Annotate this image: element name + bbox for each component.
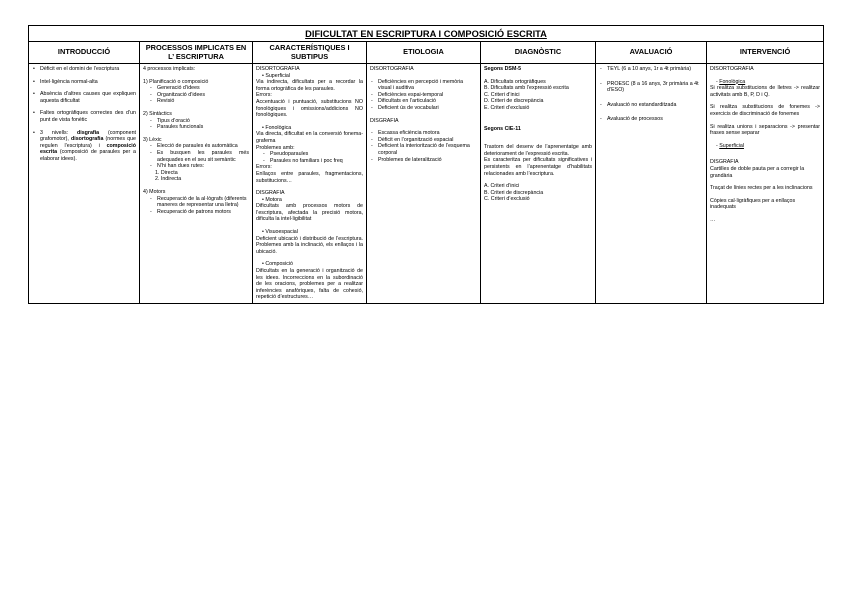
list-item: • Intel·ligència normal-alta [32, 79, 136, 86]
list-item: - Recuperació de la al·lògrafs (diferents maneres de representar una lletra) [149, 196, 249, 209]
list-item: - Pseudoparaules [262, 151, 363, 158]
list-item: - Organització d’idees [149, 92, 249, 99]
list-item: - Dificultats en l’articulació [370, 98, 477, 105]
cell-avaluacio [596, 64, 707, 304]
cell-processos: 4 processos implicats: 1) Planificació o composició - Generació d’idees - Organització d’idees - Revisió 2) Sintàctics - Tipus d’oració - Paraules funcionals 3) Lèxic - Elecció de paraules és automàtica - Es busquen les paraules més adequades en el seu sit semàntic - N’hi han dues rutes: 1. Directa 2. Indirecta 4) Motors - Recuperació de la al·lògrafs (diferents maneres de representar una lletra) - Recuperació de patrons motors [140, 64, 253, 304]
subtype-title: - Superficial [716, 142, 744, 149]
list-item: - Deficient ús de vocabulari [370, 105, 477, 112]
header-avaluacio: AVALUACIÓ [596, 42, 707, 64]
section-heading: 2) Sintàctics [143, 110, 172, 117]
list-item: A. Dificultats ortogràfiques [484, 78, 546, 85]
list-item: - Avaluació de processos [599, 116, 703, 123]
section-heading: 4) Motors [143, 188, 166, 195]
list-item: - Deficiències espai-temporal [370, 92, 477, 99]
cell-diagnostic: Segons DSM-5 A. Dificultats ortogràfiques B. Dificultats amb l’expressió escrita C. Criteri d’inici D. Criteri de discrepància E. Criteri d’exclusió Segons CIE-11 Trastorn del desenv de l’aprenentatge amb deteriorament de l’expressió escrita. Es caracteritza per dificultats significatives i persistents en l’aprenentatge d’habilitats relacionades amb l’escriptura. A. Criteri d’inici B. Criteri de discrepància C. Criteri d’exclusió [481, 64, 596, 304]
subtype-title: • Superficial [262, 72, 291, 79]
list-item: C. Criteri d’exclusió [484, 196, 530, 203]
section-heading: DISGRAFIA [256, 190, 285, 197]
list-item: B. Dificultats amb l’expressió escrita [484, 85, 569, 92]
list-item: - N’hi han dues rutes: [149, 163, 249, 170]
cell-etiologia [367, 64, 481, 304]
list-item: - Es busquen les paraules més adequades en el seu sit semàntic [149, 150, 249, 163]
list-item: - Escassa eficiència motora [370, 130, 477, 137]
list-item: A. Criteri d’inici [484, 183, 520, 190]
list-item: - Elecció de paraules és automàtica [149, 143, 249, 150]
list-item: C. Criteri d’inici [484, 91, 520, 98]
section-heading: DISGRAFIA [370, 117, 399, 124]
list-item: • Absència d’altres causes que expliquen aquesta dificultat [32, 91, 136, 104]
header-diagnostic: DIAGNÒSTIC [481, 42, 596, 64]
header-introduccio: INTRODUCCIÓ [29, 42, 140, 64]
list-item: - Deficiències en percepció i memòria visual i auditiva [370, 79, 477, 92]
list-item: - Dèficit en l’organització espacial [370, 137, 477, 144]
header-processos: PROCESSOS IMPLICATS EN L’ ESCRIPTURA [140, 42, 253, 64]
subtype-title: • Composició [262, 261, 293, 268]
cell-intervencio: DISORTOGRAFIA - Fonològica Si realitza substitucions de lletres -> realitzar activitats amb B, P, D i Q. Si realitza substitucions de fonemes -> exercicis de discriminació de fonemes Si realitza unions i separacions -> presentar frases sense separar - Superficial DISGRAFIA Cartilles de doble pauta per a corregir la grandària Traçat de línies rectes per a les inclinacions Còpies cal·ligràfiques per a enllaços inadequats … [707, 64, 824, 304]
cell-caracteristiques: DISORTOGRAFIA • Superficial Via indirecta, dificultats per a recordar la forma ortogràfica de les paraules. Errors: Accentuació i puntuació, substitucions NO fonològiques i omissions/addicions NO fonològiques. • Fonològica Via directa, dificultat en la conversió fonema-grafema Problemes amb: - Pseudoparaules - Paraules no familiars i poc freq Errors: Enllaços entre paraules, fragmentacions, substitucions… DISGRAFIA • Motora Dificultats amb processos motors de l’escriptura, afectada la precisió motora, dificulta la intel·ligibilitat • Visuoespacial Deficient ubicació i distribució de l’escriptura. Problemes amb la inclinació, els enllaços i la ubicació. • Composició Dificultats en la generació i organització de les idees. Incorreccions en la subordinació de les oracions, problemes per a realitzar inferències anafòriques, falta de cohesió, repetició d’estructures… [253, 64, 367, 304]
list-item: • 3 nivells: disgrafia (component grafomotor), disortografia (normes que regulen l’escriptura) i composició escrita (composició de paraules per a elaborar idees). [32, 130, 136, 163]
list-item: - Tipus d’oració [149, 118, 249, 125]
content-row [29, 64, 824, 304]
header-intervencio: INTERVENCIÓ [707, 42, 824, 64]
section-heading: DISORTOGRAFIA [256, 66, 300, 72]
list-item: - Deficient la interiorització de l’esquema corporal [370, 143, 477, 156]
section-heading: DISORTOGRAFIA [710, 66, 754, 72]
section-heading: 1) Planificació o composició [143, 78, 209, 85]
section-heading: DISGRAFIA [710, 159, 739, 166]
list-item: - Paraules funcionals [149, 124, 249, 131]
list-item: 2. Indirecta [155, 176, 182, 183]
section-heading: Segons DSM-5 [484, 66, 522, 72]
section-heading: 3) Lèxic [143, 136, 162, 143]
summary-table [28, 25, 824, 304]
header-caracteristiques: CARACTERÍSTIQUES I SUBTIPUS [253, 42, 367, 64]
list-item: • Dèficit en el domini de l’escriptura [32, 66, 136, 73]
list-item: 1. Directa [155, 169, 178, 176]
list-item: E. Criteri d’exclusió [484, 104, 530, 111]
list-item: • Faltes ortogràfiques correctes des d’un punt de vista fonètic [32, 110, 136, 123]
subtype-title: • Fonològica [262, 124, 292, 131]
list-item: - Paraules no familiars i poc freq [262, 158, 363, 165]
list-item: D. Criteri de discrepància [484, 98, 544, 105]
list-item: - TEYL (6 a 10 anys, 1r a 4t primària) [599, 66, 703, 73]
section-heading: Segons CIE-11 [484, 125, 521, 132]
list-item: - Generació d’idees [149, 85, 249, 92]
subtype-title: • Visuoespacial [262, 229, 298, 236]
section-heading: DISORTOGRAFIA [370, 66, 414, 72]
list-item: B. Criteri de discrepància [484, 189, 544, 196]
cell-introduccio [29, 64, 140, 304]
subtype-title: • Motora [262, 196, 282, 203]
list-item: - Revisió [149, 98, 249, 105]
summary-sheet [28, 25, 823, 304]
list-item: - PROESC (8 a 16 anys, 3r primària a 4t d’ESO) [599, 81, 703, 94]
table-title: DIFICULTAT EN ESCRIPTURA I COMPOSICIÓ ESCRITA [29, 26, 824, 42]
list-item: - Problemes de lateralització [370, 157, 477, 164]
list-item: - Avaluació no estandarditzada [599, 102, 703, 109]
list-item: - Recuperació de patrons motors [149, 209, 249, 216]
header-etiologia: ETIOLOGIA [367, 42, 481, 64]
subtype-title: - Fonològica [716, 78, 746, 85]
